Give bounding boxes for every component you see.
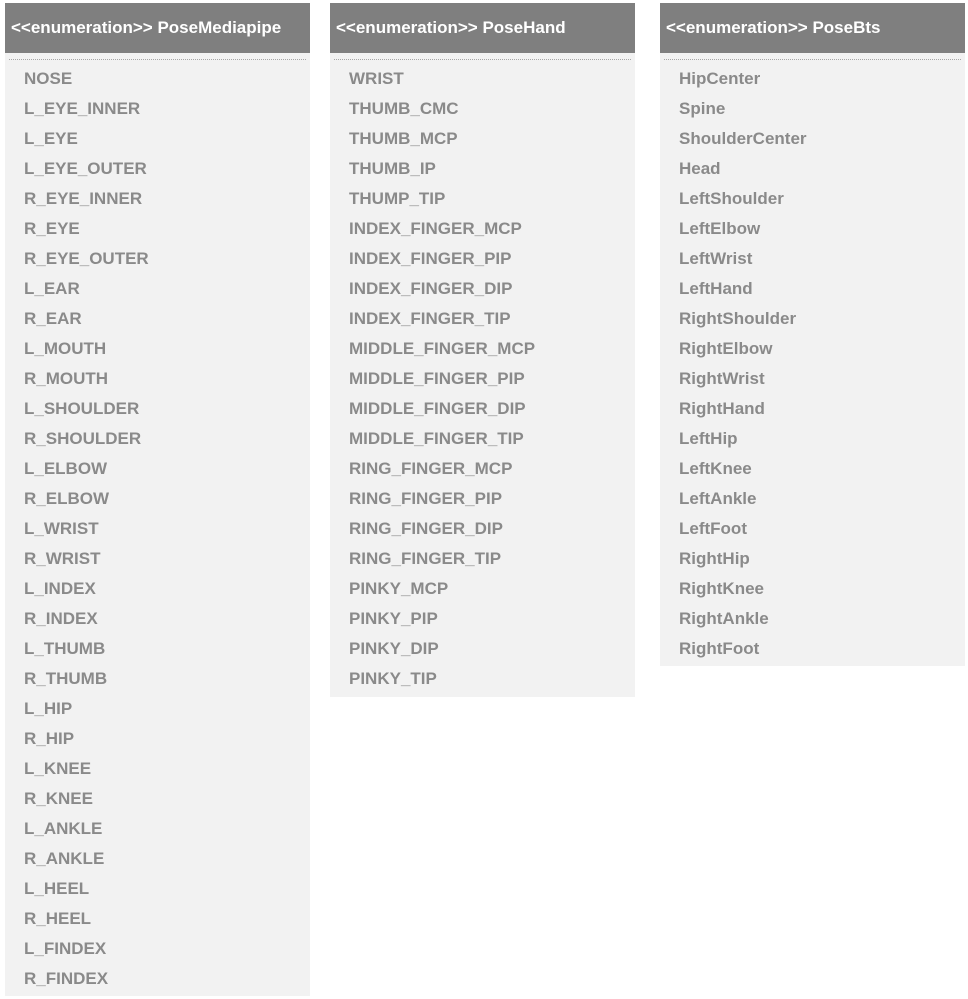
enum-literal: R_HEEL — [24, 909, 92, 928]
enum-literal: LeftShoulder — [679, 189, 784, 208]
enum-literal: LeftAnkle — [679, 489, 757, 508]
enum-literal: R_EYE — [24, 219, 80, 238]
enum-literal: HipCenter — [679, 69, 761, 88]
enum-literal: L_INDEX — [24, 579, 96, 598]
enum-literal: WRIST — [349, 69, 404, 88]
enum-box-pose-bts — [660, 3, 965, 666]
enum-literal: RightShoulder — [679, 309, 797, 328]
enum-literal: L_MOUTH — [24, 339, 107, 358]
enum-box-pose-mediapipe — [5, 3, 310, 996]
enum-literal: PINKY_DIP — [349, 639, 439, 658]
enum-literal: L_SHOULDER — [24, 399, 140, 418]
enum-literal: INDEX_FINGER_MCP — [349, 219, 522, 238]
enum-literal: R_EAR — [24, 309, 82, 328]
enum-literal: RightFoot — [679, 639, 760, 658]
enum-item-list — [330, 60, 635, 694]
enum-literal: Spine — [679, 99, 726, 118]
enum-literal: L_HEEL — [24, 879, 90, 898]
enum-literal: MIDDLE_FINGER_TIP — [349, 429, 524, 448]
enum-literal: R_ANKLE — [24, 849, 105, 868]
enum-literal: PINKY_PIP — [349, 609, 438, 628]
enum-item-list — [5, 60, 310, 994]
enum-literal: R_EYE_OUTER — [24, 249, 149, 268]
enum-literal: RightAnkle — [679, 609, 769, 628]
enum-literal: L_WRIST — [24, 519, 99, 538]
enum-title: <<enumeration>> PoseBts — [660, 3, 965, 53]
enum-literal: INDEX_FINGER_TIP — [349, 309, 511, 328]
enum-literal: LeftFoot — [679, 519, 747, 538]
enum-title: <<enumeration>> PoseHand — [330, 3, 635, 53]
enum-literal: L_EYE — [24, 129, 78, 148]
enum-literal: L_EYE_OUTER — [24, 159, 147, 178]
enum-literal: R_WRIST — [24, 549, 101, 568]
enum-literal: LeftElbow — [679, 219, 761, 238]
enum-literal: RING_FINGER_DIP — [349, 519, 503, 538]
enum-literal: LeftWrist — [679, 249, 753, 268]
enum-literal: RING_FINGER_TIP — [349, 549, 502, 568]
enum-literal: MIDDLE_FINGER_MCP — [349, 339, 536, 358]
enum-literal: R_THUMB — [24, 669, 108, 688]
enum-literal: RightHand — [679, 399, 765, 418]
enum-literal: PINKY_MCP — [349, 579, 449, 598]
enum-literal: R_SHOULDER — [24, 429, 142, 448]
enum-literal: NOSE — [24, 69, 73, 88]
enum-literal: R_MOUTH — [24, 369, 109, 388]
enum-literal: L_KNEE — [24, 759, 92, 778]
enum-box-pose-hand — [330, 3, 635, 697]
enum-literal: R_FINDEX — [24, 969, 109, 988]
enum-literal: RING_FINGER_MCP — [349, 459, 513, 478]
enum-literal: RightWrist — [679, 369, 765, 388]
enum-literal: R_EYE_INNER — [24, 189, 143, 208]
enum-title: <<enumeration>> PoseMediapipe — [5, 3, 310, 53]
enum-literal: L_ANKLE — [24, 819, 103, 838]
enum-literal: LeftHip — [679, 429, 738, 448]
enum-literal: THUMP_TIP — [349, 189, 446, 208]
enum-literal: L_FINDEX — [24, 939, 107, 958]
enum-literal: R_INDEX — [24, 609, 98, 628]
enum-literal: Head — [679, 159, 721, 178]
enum-literal: R_HIP — [24, 729, 75, 748]
enum-literal: LeftHand — [679, 279, 753, 298]
enum-literal: L_HIP — [24, 699, 73, 718]
enum-literal: L_ELBOW — [24, 459, 108, 478]
enum-literal: LeftKnee — [679, 459, 752, 478]
enum-literal: RightHip — [679, 549, 750, 568]
enum-literal: L_EAR — [24, 279, 80, 298]
enum-literal: THUMB_CMC — [349, 99, 459, 118]
enum-literal: MIDDLE_FINGER_PIP — [349, 369, 525, 388]
enum-literal: PINKY_TIP — [349, 669, 437, 688]
enum-literal: THUMB_IP — [349, 159, 436, 178]
enum-literal: THUMB_MCP — [349, 129, 458, 148]
enum-literal: INDEX_FINGER_DIP — [349, 279, 513, 298]
enum-literal: RightKnee — [679, 579, 764, 598]
enum-literal: R_KNEE — [24, 789, 93, 808]
enum-literal: ShoulderCenter — [679, 129, 807, 148]
enum-literal: L_EYE_INNER — [24, 99, 141, 118]
enum-literal: L_THUMB — [24, 639, 106, 658]
enum-literal: MIDDLE_FINGER_DIP — [349, 399, 526, 418]
enum-literal: INDEX_FINGER_PIP — [349, 249, 512, 268]
enum-literal: RightElbow — [679, 339, 773, 358]
enum-item-list — [660, 60, 965, 664]
enum-literal: R_ELBOW — [24, 489, 109, 508]
enum-literal: RING_FINGER_PIP — [349, 489, 503, 508]
